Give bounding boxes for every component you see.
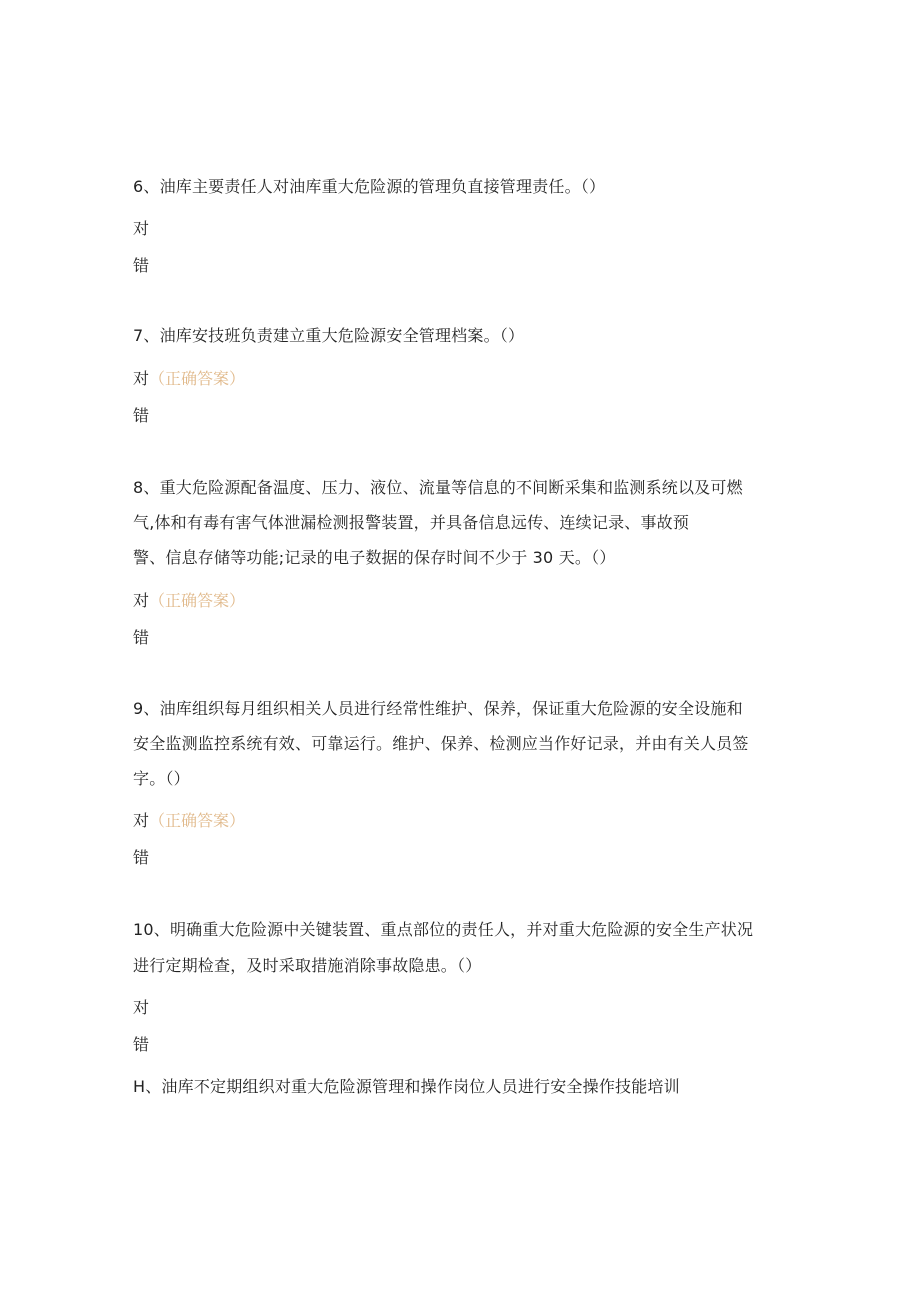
- correct-answer-note: （正确答案）: [149, 591, 246, 610]
- option-label: 错: [133, 628, 150, 647]
- question-10-option-true[interactable]: [133, 998, 149, 1018]
- question-6-text: 6、油库主要责任人对油库重大危险源的管理负直接管理责任。（）: [133, 177, 606, 196]
- question-8-option-true[interactable]: [133, 591, 245, 611]
- option-label: 对: [133, 811, 150, 830]
- question-8-text-line-1: 8、重大危险源配备温度、压力、液位、流量等信息的不间断采集和监测系统以及可燃: [133, 478, 743, 497]
- question-8-text-line-2: 气,体和有毒有害气体泄漏检测报警装置，并具备信息远传、连续记录、事故预: [133, 513, 690, 532]
- question-9-text-line-2: 安全监测监控系统有效、可靠运行。维护、保养、检测应当作好记录，并由有关人员签: [133, 734, 749, 753]
- question-8-option-false[interactable]: [133, 628, 149, 648]
- option-label: 错: [133, 848, 150, 867]
- option-label: 对: [133, 591, 150, 610]
- correct-answer-note: （正确答案）: [149, 369, 246, 388]
- question-10-text-line-1: 10、明确重大危险源中关键装置、重点部位的责任人，并对重大危险源的安全生产状况: [133, 920, 754, 939]
- question-9-text-line-3: 字。（）: [133, 769, 190, 788]
- question-10-text-line-2: 进行定期检查，及时采取措施消除事故隐患。（）: [133, 956, 482, 975]
- question-7-option-true[interactable]: [133, 369, 245, 389]
- option-label: 对: [133, 369, 150, 388]
- option-label: 错: [133, 1035, 150, 1054]
- question-7-text: 7、油库安技班负责建立重大危险源安全管理档案。（）: [133, 326, 525, 345]
- question-9-option-true[interactable]: [133, 811, 245, 831]
- option-label: 对: [133, 998, 150, 1017]
- option-label: 对: [133, 219, 150, 238]
- question-6-option-false[interactable]: [133, 256, 149, 276]
- question-8-text-line-3: 警、信息存储等功能;记录的电子数据的保存时间不少于 30 天。（）: [133, 548, 616, 567]
- question-9-text-line-1: 9、油库组织每月组织相关人员进行经常性维护、保养，保证重大危险源的安全设施和: [133, 699, 743, 718]
- question-h-text: H、油库不定期组织对重大危险源管理和操作岗位人员进行安全操作技能培训: [133, 1077, 680, 1096]
- question-6-option-true[interactable]: [133, 219, 149, 239]
- correct-answer-note: （正确答案）: [149, 811, 246, 830]
- question-10-option-false[interactable]: [133, 1035, 149, 1055]
- question-7-option-false[interactable]: [133, 406, 149, 426]
- option-label: 错: [133, 256, 150, 275]
- question-9-option-false[interactable]: [133, 848, 149, 868]
- option-label: 错: [133, 406, 150, 425]
